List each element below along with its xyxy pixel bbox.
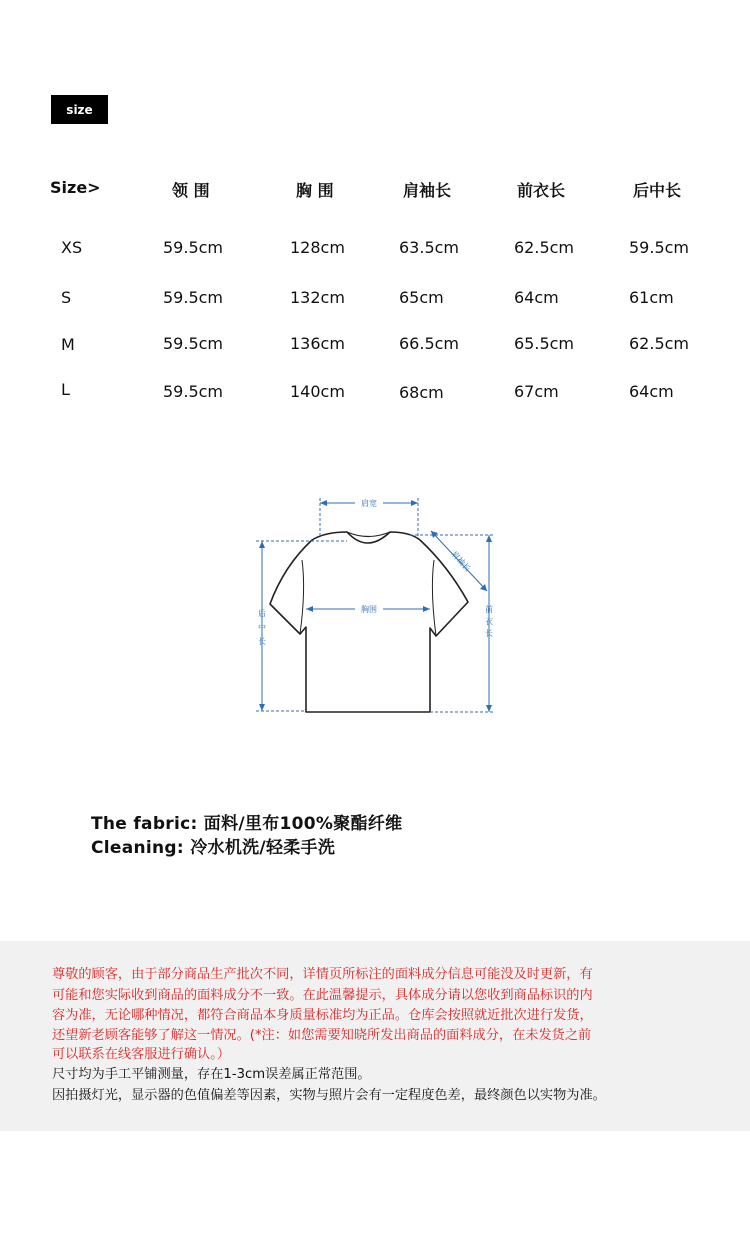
table-cell: 65cm bbox=[399, 288, 444, 307]
back-center-char: 长 bbox=[258, 637, 266, 646]
cleaning-line bbox=[91, 833, 335, 858]
size-label: XS bbox=[61, 238, 83, 257]
table-cell: 66.5cm bbox=[399, 334, 460, 353]
size-label: S bbox=[61, 288, 72, 307]
notice-red-line: 尊敬的顾客，由于部分商品生产批次不同，详情页所标注的面料成分信息可能没及时更新，有 bbox=[52, 967, 593, 982]
front-length-char: 长 bbox=[485, 629, 493, 638]
size-label: M bbox=[61, 335, 75, 354]
tshirt-outline bbox=[270, 532, 468, 712]
notice-box bbox=[0, 941, 750, 1131]
shoulder-width-label: 肩宽 bbox=[361, 499, 377, 508]
header-back-length: 后中长 bbox=[633, 181, 682, 200]
cleaning-value: 冷水机洗/轻柔手洗 bbox=[190, 838, 336, 858]
notice-red-line: 还望新老顾客能够了解这一情况。(*注：如您需要知晓所发出商品的面料成分，在未发货之前 bbox=[52, 1028, 592, 1043]
table-cell: 128cm bbox=[290, 238, 345, 257]
notice-line: 尺寸均为手工平铺测量，存在1-3cm误差属正常范围。 bbox=[52, 1067, 371, 1082]
size-badge: size bbox=[51, 95, 108, 124]
fabric-label: The fabric: bbox=[91, 814, 198, 834]
notice-line: 因拍摄灯光，显示器的色值偏差等因素，实物与照片会有一定程度色差，最终颜色以实物为准。 bbox=[52, 1088, 606, 1103]
table-cell: 140cm bbox=[290, 382, 345, 401]
table-cell: 63.5cm bbox=[399, 238, 460, 257]
front-length-char: 前 bbox=[485, 605, 493, 614]
garment-diagram bbox=[250, 492, 500, 717]
notice-red-line: 容为准，无论哪种情况，都符合商品本身质量标准均为正品。仓库会按照就近批次进行发货， bbox=[52, 1008, 593, 1023]
table-cell: 59.5cm bbox=[163, 238, 224, 257]
chest-label: 胸围 bbox=[361, 605, 377, 614]
back-center-char: 中 bbox=[258, 623, 266, 632]
size-label: L bbox=[61, 380, 70, 399]
table-cell: 136cm bbox=[290, 334, 345, 353]
header-chest: 胸 围 bbox=[296, 181, 334, 200]
table-cell: 68cm bbox=[399, 383, 444, 402]
header-front-length: 前衣长 bbox=[517, 181, 566, 200]
table-cell: 59.5cm bbox=[163, 334, 224, 353]
header-sleeve: 肩袖长 bbox=[403, 181, 452, 200]
table-cell: 62.5cm bbox=[514, 238, 575, 257]
table-cell: 67cm bbox=[514, 382, 559, 401]
table-cell: 61cm bbox=[629, 288, 674, 307]
table-cell: 59.5cm bbox=[163, 288, 224, 307]
table-cell: 64cm bbox=[514, 288, 559, 307]
table-cell: 59.5cm bbox=[629, 238, 690, 257]
table-cell: 65.5cm bbox=[514, 334, 575, 353]
cleaning-label: Cleaning: bbox=[91, 838, 185, 858]
table-cell: 132cm bbox=[290, 288, 345, 307]
notice-red-line: 可能和您实际收到商品的面料成分不一致。在此温馨提示，具体成分请以您收到商品标识的内 bbox=[52, 988, 593, 1003]
table-cell: 62.5cm bbox=[629, 334, 690, 353]
header-size: Size> bbox=[50, 178, 101, 197]
sleeve-length-label: 肩袖长 bbox=[449, 549, 473, 574]
fabric-value: 面料/里布100%聚酯纤维 bbox=[203, 814, 403, 834]
fabric-line bbox=[91, 809, 402, 834]
back-center-char: 后 bbox=[258, 609, 266, 618]
header-collar: 领 围 bbox=[172, 181, 210, 200]
table-cell: 59.5cm bbox=[163, 382, 224, 401]
table-cell: 64cm bbox=[629, 382, 674, 401]
front-length-char: 衣 bbox=[485, 617, 493, 626]
notice-red-line: 可以联系在线客服进行确认。） bbox=[52, 1047, 231, 1062]
